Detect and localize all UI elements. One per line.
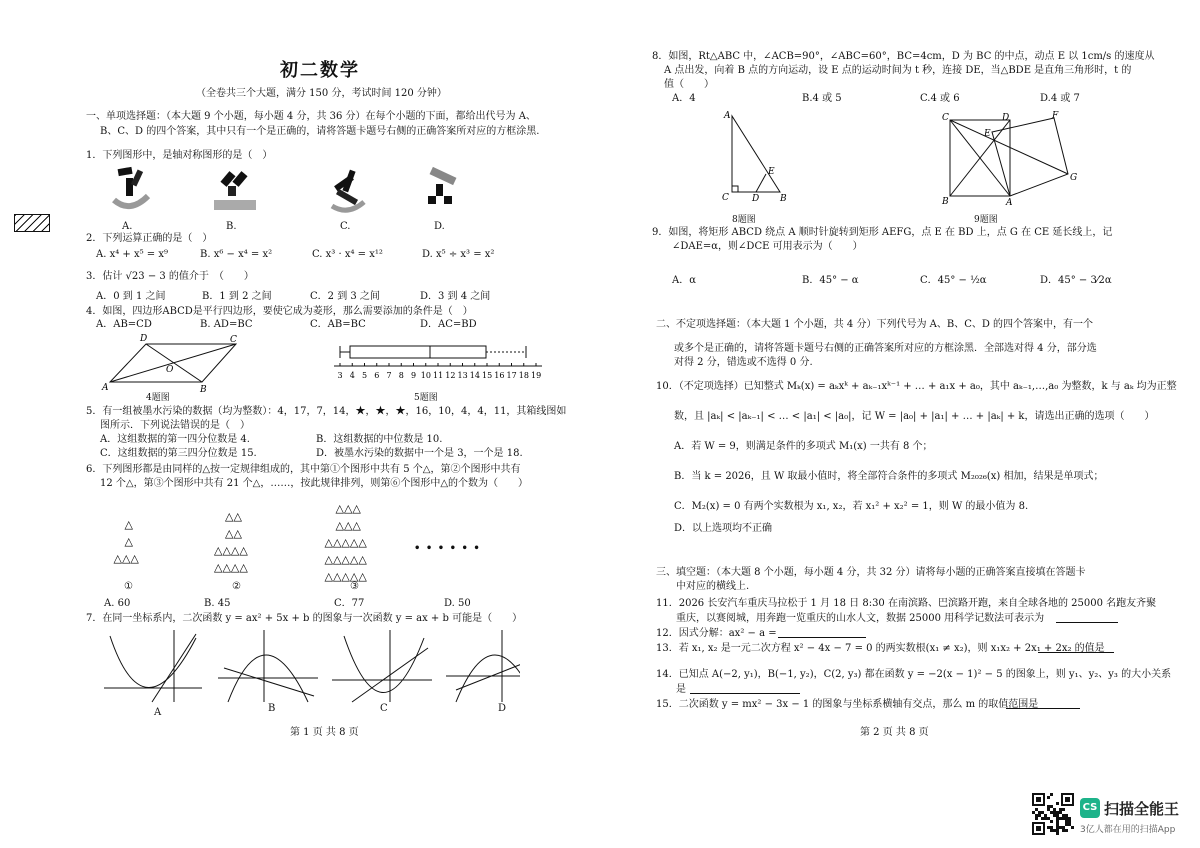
q9-option-b: B．45° − α	[802, 275, 859, 286]
q6-number-1: ①	[124, 581, 133, 592]
q8-option-d: D.4 或 7	[1040, 93, 1080, 104]
q10-option-b: B．当 k = 2026，且 W 取最小值时，将全部符合条件的多项式 M₂₀₂₆(x) 相加，结果是单项式；	[674, 471, 1104, 482]
fig9-label-b: B	[942, 197, 949, 206]
q6-option-c: C．77	[334, 598, 365, 609]
question-13: 13．若 x₁, x₂ 是一元二次方程 x² − 4x − 7 = 0 的两实数根(x₁ ≠ x₂)，则 x₁x₂ + 2x₁ + 2x₂ 的值是	[656, 643, 1105, 654]
q9-option-d: D．45° − 3⁄2α	[1040, 275, 1112, 286]
question-8-line3: 值（ ）	[664, 79, 714, 90]
fig8-label-c: C	[722, 193, 729, 203]
fig5-tick-label: 6	[374, 371, 380, 380]
question-10-line2: 数，且 |aₖ| < |aₖ₋₁| < … < |a₁| < |a₀|，记 W = |a₀| + |a₁| + … + |aₖ| + k，请选出正确的选项（ ）	[674, 411, 1155, 422]
question-8-line1: 8．如图，Rt△ABC 中，∠ACB=90°，∠ABC=60°，BC=4cm，D 为 BC 的中点，动点 E 以 1cm/s 的速度从	[652, 51, 1155, 62]
fig9-label-g: G	[1070, 173, 1078, 183]
q3-option-b: B．1 到 2 之间	[202, 291, 272, 302]
fig8-label-d: D	[752, 194, 760, 204]
q6-triangle-row: △△△△	[214, 544, 248, 557]
q7-label-a: A	[154, 707, 162, 718]
q4-option-d: D．AC=BD	[420, 319, 477, 330]
fig5-tick-label: 5	[362, 371, 368, 380]
q1-label-a: A.	[122, 221, 133, 232]
fig5-tick-label: 13	[457, 371, 468, 380]
q3-option-a: A．0 到 1 之间	[96, 291, 166, 302]
figure-5-boxplot	[330, 338, 550, 384]
fig9-label-e: E	[984, 129, 991, 139]
fig4-label-b: B	[200, 385, 207, 394]
q7-graphs	[100, 628, 520, 706]
question-1: 1．下列图形中，是轴对称图形的是（ ）	[86, 150, 273, 161]
q1-figure-b	[214, 171, 256, 210]
q6-triangle-row: △△△△△	[324, 570, 367, 583]
fig9-label-c: C	[942, 113, 949, 123]
section3-header-line1: 三、填空题：（本大题 8 个小题，每小题 4 分，共 32 分）请将每小题的正确答案直接填在答题卡	[656, 567, 1086, 578]
page-footer-right: 第 2 页 共 8 页	[860, 727, 929, 738]
fig5-tick-label: 19	[531, 371, 542, 380]
q1-label-d: D.	[434, 221, 445, 232]
q4-option-b: B. AD=BC	[200, 319, 253, 330]
fig4-label-c: C	[230, 335, 237, 345]
fig9-label-d: D	[1002, 113, 1010, 123]
figure-4-caption: 4题图	[146, 393, 170, 403]
question-9-line1: 9．如图，将矩形 ABCD 绕点 A 顺时针旋转到矩形 AEFG，点 E 在 BD 上，点 G 在 CE 延长线上，记	[652, 227, 1113, 238]
scanner-app-name: 扫描全能王	[1104, 800, 1180, 818]
figure-8-caption: 8题图	[732, 215, 756, 225]
fig8-label-e: E	[768, 167, 775, 177]
fig5-tick-label: 7	[386, 371, 392, 380]
question-14-line2: 是	[676, 684, 686, 695]
q9-option-c: C．45° − ½α	[920, 275, 987, 286]
figure-5-caption: 5题图	[414, 393, 438, 403]
q6-option-b: B. 45	[204, 598, 231, 609]
section2-header-line1: 二、不定项选择题：（本大题 1 个小题，共 4 分）下列代号为 A、B、C、D 的四个答案中，有一个	[656, 319, 1094, 330]
q6-triangle-row: △△△	[335, 502, 361, 515]
q14-answer-blank[interactable]	[690, 693, 800, 694]
question-11-line1: 11．2026 长安汽车重庆马拉松于 1 月 18 日 8:30 在南滨路、巴滨路开跑，来自全球各地的 25000 名跑友齐聚	[656, 598, 1157, 609]
exam-subtitle: （全卷共三个大题，满分 150 分，考试时间 120 分钟）	[196, 88, 447, 99]
question-15: 15．二次函数 y = mx² − 3x − 1 的图象与坐标系横轴有交点，那么 m 的取值范围是	[656, 699, 1039, 710]
q1-label-c: C.	[340, 221, 351, 232]
fig5-tick-label: 10	[420, 371, 431, 380]
q10-option-d: D．以上选项均不正确	[674, 523, 773, 534]
question-4: 4．如图，四边形ABCD是平行四边形，要使它成为菱形，那么需要添加的条件是（ ）	[86, 306, 473, 317]
question-7: 7．在同一坐标系内，二次函数 y = ax² + 5x + b 的图象与一次函数 y = ax + b 可能是（ ）	[86, 613, 523, 624]
q6-triangle-row: △△	[225, 527, 242, 540]
fig5-tick-label: 16	[494, 371, 505, 380]
q7-label-b: B	[268, 703, 276, 714]
fig5-tick-label: 14	[469, 371, 480, 380]
q7-label-d: D	[498, 703, 507, 714]
fig5-tick-label: 17	[506, 371, 517, 380]
page-title: 初二数学	[280, 60, 360, 81]
question-10-line1: 10．（不定项选择）已知整式 Mₖ(x) = aₖxᵏ + aₖ₋₁xᵏ⁻¹ + … + a₁x + a₀，其中 aₖ₋₁,…,a₀ 为整数，k 与 aₖ 均为正整	[656, 381, 1177, 392]
question-3: 3．估计 √23 − 3 的值介于 （ ）	[86, 271, 254, 282]
question-11-line2: 重庆，以赛阅城，用奔跑一览重庆的山水人文，数据 25000 用科学记数法可表示为	[676, 613, 1045, 624]
q15-answer-blank[interactable]	[1006, 708, 1080, 709]
figure-9-rectangles	[936, 110, 1086, 206]
q6-triangle-row: △△△△△	[324, 553, 367, 566]
qr-code-icon	[1032, 793, 1074, 835]
q10-option-c: C．M₂(x) = 0 有两个实数根为 x₁, x₂，若 x₁² + x₂² = 1，则 W 的最小值为 8.	[674, 501, 1029, 512]
q5-option-a: A．这组数据的第一四分位数是 4.	[100, 434, 250, 445]
q6-triangle-row: △	[124, 518, 133, 531]
question-9-line2: ∠DAE=α，则∠DCE 可用表示为（ ）	[672, 241, 863, 252]
q5-option-c: C．这组数据的第三四分位数是 15.	[100, 448, 257, 459]
q11-answer-blank[interactable]	[1056, 622, 1118, 623]
q9-option-a: A．α	[672, 275, 696, 286]
binding-mark	[14, 214, 50, 232]
fig8-label-b: B	[780, 194, 787, 204]
q1-figures	[100, 166, 470, 218]
fig5-tick-label: 15	[482, 371, 493, 380]
q13-answer-blank[interactable]	[1038, 652, 1114, 653]
question-6-line1: 6．下列图形都是由同样的△按一定规律组成的，其中第①个图形中共有 5 个△，第②个图形中共有	[86, 464, 521, 475]
question-5-line2: 图所示．下列说法错误的是（ ）	[100, 420, 250, 431]
q6-triangle-row: △△△△	[214, 561, 248, 574]
section1-header-line1: 一、单项选择题：（本大题 9 个小题，每小题 4 分，共 36 分）在每个小题的下面，都给出代号为 A、	[86, 111, 536, 122]
q1-figure-c	[332, 170, 364, 211]
section2-header-line2: 或多个是正确的，请将答题卡题号右侧的正确答案所对应的方框涂黑．全部选对得 4 分，部分选	[674, 343, 1097, 354]
q2-option-a: A. x⁴ + x⁵ = x⁹	[96, 249, 168, 260]
fig5-tick-label: 4	[349, 371, 355, 380]
q7-graph-b	[218, 630, 318, 702]
q6-option-a: A. 60	[104, 598, 131, 609]
question-5-line1: 5．有一组被墨水污染的数据（均为整数）：4，17，7，14，★，★，★，16，10，4，4，11，其箱线图如	[86, 406, 567, 417]
question-12: 12．因式分解：ax² − a =	[656, 628, 777, 639]
q10-option-a: A．若 W = 9，则满足条件的多项式 M₁(x) 一共有 8 个；	[674, 441, 933, 452]
q6-continuation-dots: • • • • • •	[414, 543, 481, 554]
question-8-line2: A 点出发，向着 B 点的方向运动，设 E 点的运动时间为 t 秒，连接 DE，当△BDE 是直角三角形时，t 的	[664, 65, 1132, 76]
q7-graph-d	[446, 630, 520, 702]
q3-option-c: C．2 到 3 之间	[310, 291, 380, 302]
figure-4-parallelogram	[98, 332, 248, 394]
cs-logo-badge: CS	[1080, 798, 1100, 818]
q6-triangle-row: △△△△△	[324, 536, 367, 549]
q7-label-c: C	[380, 703, 388, 714]
q4-option-c: C．AB=BC	[310, 319, 366, 330]
fig5-tick-label: 3	[337, 371, 343, 380]
q6-number-2: ②	[232, 581, 241, 592]
q5-option-d: D．被墨水污染的数据中一个是 3，一个是 18.	[316, 448, 523, 459]
q6-triangle-row: △△△	[113, 552, 139, 565]
fig5-tick-label: 18	[518, 371, 529, 380]
q3-option-d: D．3 到 4 之间	[420, 291, 491, 302]
fig5-tick-label: 8	[398, 371, 404, 380]
q8-option-c: C.4 或 6	[920, 93, 960, 104]
section1-header-line2: B、C、D 的四个答案，其中只有一个是正确的，请将答题卡题号右侧的正确答案所对应的方框涂黑.	[100, 126, 540, 137]
q7-graph-a	[104, 630, 202, 702]
q8-option-b: B.4 或 5	[802, 93, 842, 104]
q4-option-a: A．AB=CD	[96, 319, 152, 330]
q7-graph-c	[332, 630, 432, 702]
q6-triangle-row: △	[124, 535, 133, 548]
q1-figure-d	[428, 167, 456, 204]
q5-option-b: B．这组数据的中位数是 10.	[316, 434, 443, 445]
fig5-tick-label: 12	[445, 371, 456, 380]
question-6-line2: 12 个△，第③个图形中共有 21 个△，……，按此规律排列，则第⑥个图形中△的个数为（ ）	[100, 478, 529, 489]
q6-number-3: ③	[350, 581, 359, 592]
figure-9-caption: 9题图	[974, 215, 998, 225]
section3-header-line2: 中对应的横线上.	[676, 581, 750, 592]
fig4-label-a: A	[102, 383, 109, 393]
q8-option-a: A．4	[672, 93, 696, 104]
fig5-tick-label: 9	[411, 371, 417, 380]
q12-answer-blank[interactable]	[778, 637, 866, 638]
q2-option-b: B. x⁶ − x⁴ = x²	[200, 249, 273, 260]
fig5-tick-label: 11	[433, 371, 444, 380]
q2-option-c: C. x³ · x⁴ = x¹²	[312, 249, 383, 260]
q6-triangle-row: △△△	[335, 519, 361, 532]
q1-figure-a	[114, 167, 148, 206]
page-footer-left: 第 1 页 共 8 页	[290, 727, 359, 738]
scanner-app-tagline: 3亿人都在用的扫描App	[1080, 825, 1176, 835]
fig9-label-a: A	[1006, 198, 1013, 206]
fig9-label-f: F	[1052, 111, 1059, 121]
fig8-label-a: A	[724, 111, 731, 121]
q6-option-d: D. 50	[444, 598, 471, 609]
q6-triangle-row: △△	[225, 510, 242, 523]
question-14-line1: 14．已知点 A(−2, y₁)，B(−1, y₂)，C(2, y₃) 都在函数 y = −2(x − 1)² − 5 的图象上，则 y₁、y₂、y₃ 的大小关系	[656, 669, 1172, 680]
question-2: 2．下列运算正确的是（ ）	[86, 233, 213, 244]
fig4-label-d: D	[140, 334, 148, 344]
section2-header-line3: 对得 2 分，错选或不选得 0 分.	[674, 357, 813, 368]
figure-8-triangle	[716, 108, 796, 204]
q1-label-b: B.	[226, 221, 237, 232]
fig4-label-o: O	[166, 365, 174, 375]
q2-option-d: D. x⁵ ÷ x³ = x²	[422, 249, 495, 260]
